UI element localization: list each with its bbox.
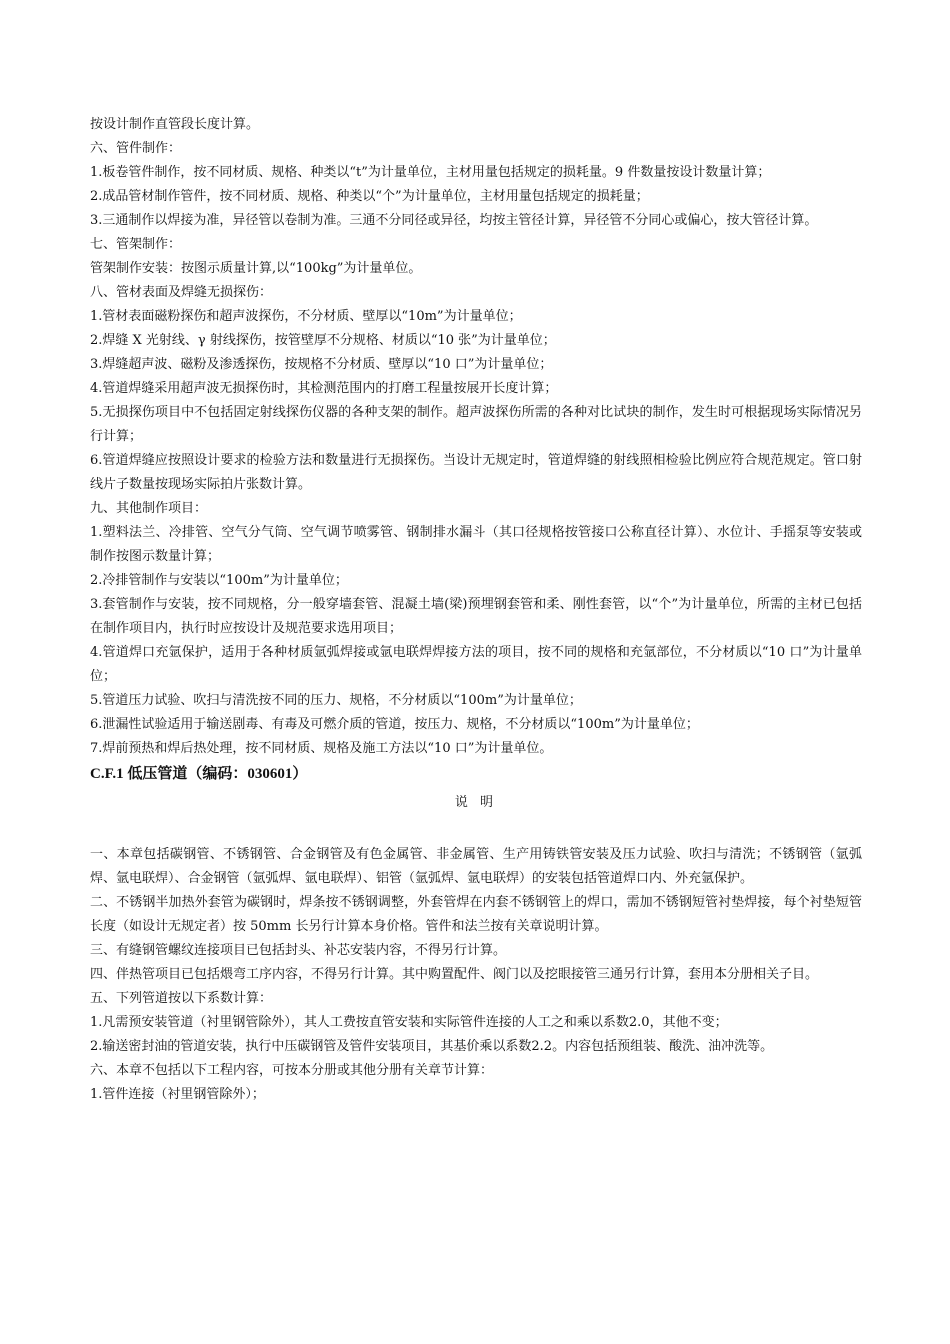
explanation-heading: 说 明 xyxy=(454,795,498,810)
paragraph: 1.塑料法兰、冷排管、空气分气筒、空气调节喷雾管、钢制排水漏斗（其口径规格按管接口公称直径计算）、水位计、手摇泵等安装或制作按图示数量计算； xyxy=(90,525,862,564)
paragraph: 5.管道压力试验、吹扫与清洗按不同的压力、规格，不分材质以“100m”为计量单位； xyxy=(90,693,582,708)
paragraph: 二、不锈钢半加热外套管为碳钢时，焊条按不锈钢调整，外套管焊在内套不锈钢管上的焊口，需加不锈钢短管衬垫焊接，每个衬垫短管长度（如设计无规定者）按 50mm 长另行计算本身价格。管件和法兰按有关章说明计算。 xyxy=(90,895,862,934)
paragraph: 管架制作安装：按图示质量计算,以“100kg”为计量单位。 xyxy=(90,261,422,276)
paragraph: 3.套管制作与安装，按不同规格，分一般穿墙套管、混凝土墙(梁)预埋钢套管和柔、刚性套管，以“个”为计量单位，所需的主材已包括在制作项目内，执行时应按设计及规范要求选用项目； xyxy=(90,597,862,636)
section-heading: 六、管件制作： xyxy=(90,141,182,156)
paragraph: 6.泄漏性试验适用于输送剧毒、有毒及可燃介质的管道，按压力、规格，不分材质以“100m”为计量单位； xyxy=(90,717,699,732)
paragraph: 1.管件连接（衬里钢管除外）； xyxy=(90,1087,265,1102)
paragraph: 1.凡需预安装管道（衬里钢管除外），其人工费按直管安装和实际管件连接的人工之和乘以系数2.0，其他不变； xyxy=(90,1015,728,1030)
section-heading: 八、管材表面及焊缝无损探伤： xyxy=(90,285,273,300)
paragraph: 四、伴热管项目已包括煨弯工序内容，不得另行计算。其中购置配件、阀门以及挖眼接管三通另行计算，套用本分册相关子目。 xyxy=(90,967,819,982)
section-heading: 六、本章不包括以下工程内容，可按本分册或其他分册有关章节计算： xyxy=(90,1063,494,1078)
chapter-title: C.F.1 低压管道（编码：030601） xyxy=(90,766,308,782)
paragraph: 2.焊缝 X 光射线、γ 射线探伤，按管壁厚不分规格、材质以“10 张”为计量单位； xyxy=(90,333,556,348)
section-heading: 九、其他制作项目： xyxy=(90,501,208,516)
paragraph: 3.焊缝超声波、磁粉及渗透探伤，按规格不分材质、壁厚以“10 口”为计量单位； xyxy=(90,357,553,372)
paragraph: 4.管道焊缝采用超声波无损探伤时，其检测范围内的打磨工程量按展开长度计算； xyxy=(90,381,558,396)
paragraph: 1.管材表面磁粉探伤和超声波探伤，不分材质、壁厚以“10m”为计量单位； xyxy=(90,309,522,324)
paragraph: 2.输送密封油的管道安装，执行中压碳钢管及管件安装项目，其基价乘以系数2.2。内容包括预组装、酸洗、油冲洗等。 xyxy=(90,1039,774,1054)
paragraph: 一、本章包括碳钢管、不锈钢管、合金钢管及有色金属管、非金属管、生产用铸铁管安装及压力试验、吹扫与清洗；不锈钢管（氩弧焊、氩电联焊）、合金钢管（氩弧焊、氩电联焊）、铝管（氩弧焊、氩电联焊）的安装包括管道焊口内、外充氩保护。 xyxy=(90,847,862,886)
paragraph: 1.板卷管件制作，按不同材质、规格、种类以“t”为计量单位，主材用量包括规定的损耗量。9 件数量按设计数量计算； xyxy=(90,165,771,180)
document-body xyxy=(90,113,862,1107)
paragraph: 4.管道焊口充氩保护，适用于各种材质氩弧焊接或氩电联焊焊接方法的项目，按不同的规格和充氩部位，不分材质以“10 口”为计量单位； xyxy=(90,645,862,684)
paragraph: 3.三通制作以焊接为准，异径管以卷制为准。三通不分同径或异径，均按主管径计算，异径管不分同心或偏心，按大管径计算。 xyxy=(90,213,818,228)
paragraph: 2.成品管材制作管件，按不同材质、规格、种类以“个”为计量单位，主材用量包括规定的损耗量； xyxy=(90,189,649,204)
paragraph: 6.管道焊缝应按照设计要求的检验方法和数量进行无损探伤。当设计无规定时，管道焊缝的射线照相检验比例应符合规范规定。管口射线片子数量按现场实际拍片张数计算。 xyxy=(90,453,862,492)
paragraph: 按设计制作直管段长度计算。 xyxy=(90,117,260,132)
section-heading: 五、下列管道按以下系数计算： xyxy=(90,991,273,1006)
paragraph: 5.无损探伤项目中不包括固定射线探伤仪器的各种支架的制作。超声波探伤所需的各种对比试块的制作，发生时可根据现场实际情况另行计算； xyxy=(90,405,862,444)
paragraph: 三、有缝钢管螺纹连接项目已包括封头、补芯安装内容，不得另行计算。 xyxy=(90,943,507,958)
paragraph: 7.焊前预热和焊后热处理，按不同材质、规格及施工方法以“10 口”为计量单位。 xyxy=(90,741,553,756)
paragraph: 2.冷排管制作与安装以“100m”为计量单位； xyxy=(90,573,348,588)
section-heading: 七、管架制作： xyxy=(90,237,182,252)
